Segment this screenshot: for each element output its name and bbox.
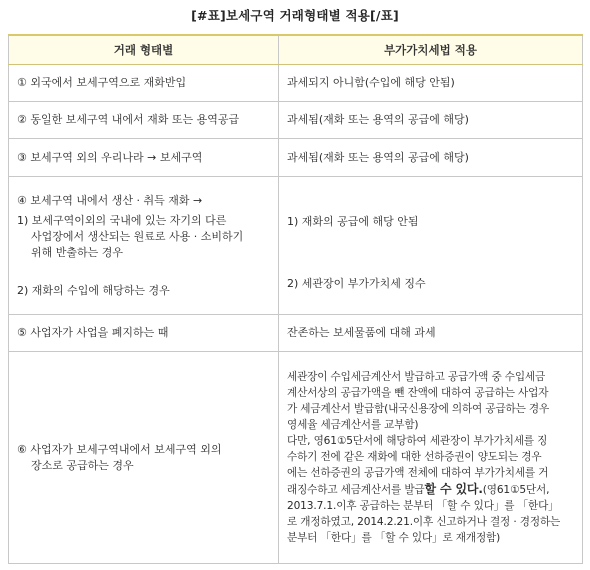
row-4-sub1-line2: 사업장에서 생산되는 원료로 사용 · 소비하기 [31,229,244,243]
row-6-vat-line: 계산서상의 공급가액을 뺀 잔액에 대하여 공급하는 사업자 [287,387,549,399]
document-title: [#표]보세구역 거래형태별 적용[/표] [191,8,399,23]
table-row [9,177,583,315]
row-6-vat-line: 영세율 세금계산서를 교부함) [287,419,419,431]
row-4-vat [279,177,583,315]
row-4-sub2: 2) 재화의 수입에 해당하는 경우 [17,283,170,297]
spacer [17,261,270,283]
row-6-vat-line: 다만, 영61①5단서에 해당하여 세관장이 부가가치세를 징 [287,435,548,447]
row-6-vat-line: 2013.7.1.이후 공급하는 분부터 「할 수 있다」를 「한다」 [287,500,559,512]
table-row [9,102,583,139]
row-6-vat [279,352,583,564]
row-6-vat-line: 세관장이 수입세금계산서 발급하고 공급가액 중 수입세금 [287,371,546,383]
row-1-transaction: ① 외국에서 보세구역으로 재화반입 [9,65,279,102]
row-6-vat-text: (영61①5단서, [482,484,550,496]
row-4-sub1-line1: 1) 보세구역이외의 국내에 있는 자기의 다른 [17,213,227,227]
table-row [9,352,583,564]
row-6-vat-line: 로 개정하였고, 2014.2.21.이후 신고하거나 결정 · 경정하는 [287,516,561,528]
table-row [9,139,583,177]
row-5-vat: 잔존하는 보세물품에 대해 과세 [279,315,583,352]
table-header-row [9,35,583,65]
row-4-vat-sub2: 2) 세관장이 부가가치세 징수 [287,276,426,290]
row-4-main-text: ④ 보세구역 내에서 생산 · 취득 재화 → [17,193,203,207]
row-4-sub1-line3: 위해 반출하는 경우 [31,245,124,259]
header-transaction-type: 거래 형태별 [9,35,279,65]
row-3-vat: 과세됨(재화 또는 용역의 공급에 해당) [279,139,583,177]
row-2-vat: 과세됨(재화 또는 용역의 공급에 해당) [279,102,583,139]
header-vat-application: 부가가치세법 적용 [279,35,583,65]
spacer [287,230,574,276]
row-6-vat-line-emph [287,481,574,498]
row-6-vat-line: 가 세금계산서 발급함(내국신용장에 의하여 공급하는 경우 [287,403,550,415]
row-5-transaction: ⑤ 사업자가 사업을 폐지하는 때 [9,315,279,352]
row-6-vat-line: 수하기 전에 같은 재화에 대한 선하증권이 양도되는 경우 [287,451,542,463]
row-6-vat-line: 에는 선하증권의 공급가액 전체에 대하여 부가가치세를 거 [287,467,549,479]
row-3-transaction: ③ 보세구역 외의 우리나라 → 보세구역 [9,139,279,177]
row-6-vat-emphasis: 할 수 있다. [424,482,483,496]
table-row [9,65,583,102]
row-6-vat-text: 래징수하고 세금계산서를 발급 [287,484,425,496]
row-6-transaction [9,352,279,564]
row-1-vat: 과세되지 아니함(수입에 해당 안됨) [279,65,583,102]
spacer [287,200,574,214]
row-6-vat-line: 분부터 「한다」를 「할 수 있다」로 재개정함) [287,532,501,544]
row-2-transaction: ② 동일한 보세구역 내에서 재화 또는 용역공급 [9,102,279,139]
row-4-transaction [9,177,279,315]
row-4-vat-sub1: 1) 재화의 공급에 해당 안됨 [287,214,419,228]
row-6-line2: 장소로 공급하는 경우 [31,458,134,472]
table-row [9,315,583,352]
row-6-line1: ⑥ 사업자가 보세구역내에서 보세구역 외의 [17,442,222,456]
vat-bonded-area-table [8,34,583,564]
